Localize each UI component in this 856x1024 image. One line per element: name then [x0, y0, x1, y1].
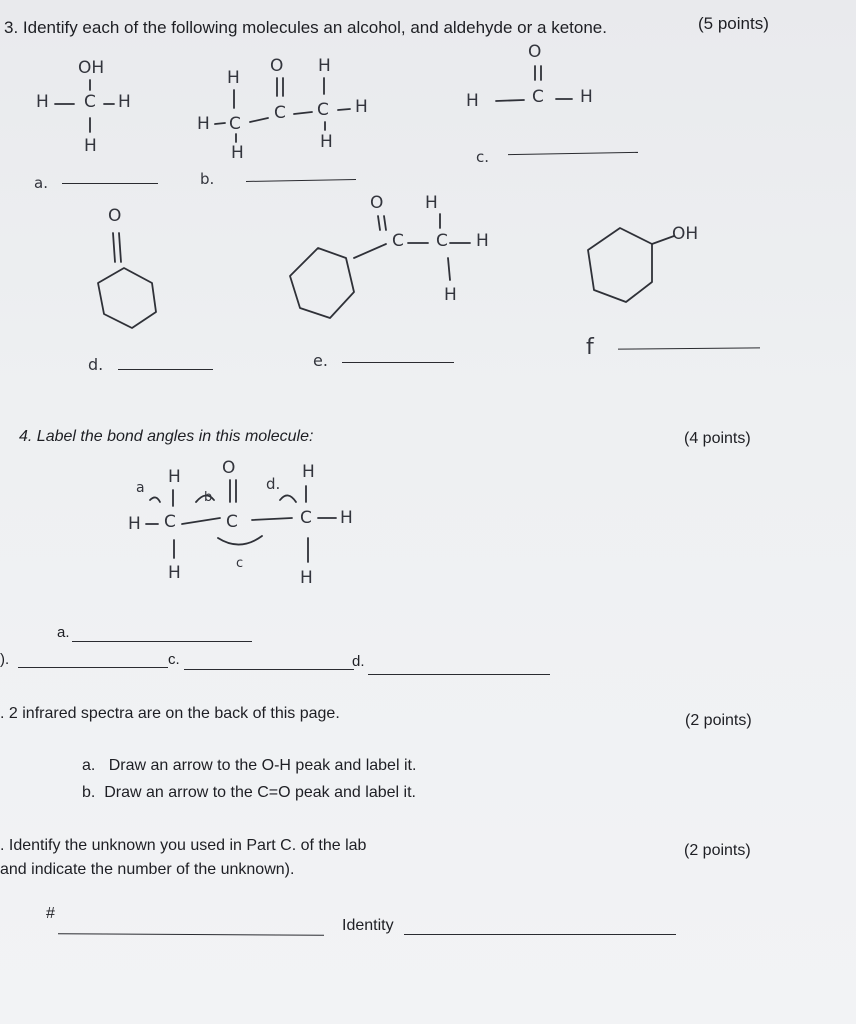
q4-bond-c2c3: [252, 518, 292, 520]
mol-e-ring: [290, 248, 354, 318]
angle-mark-d: d.: [266, 475, 281, 493]
question-3-points: (5 points): [698, 14, 769, 33]
question-6-points: (2 points): [684, 842, 751, 859]
mol-e-double1: [378, 216, 380, 230]
angle-answer-label-d: d.: [352, 653, 365, 670]
mol-b-h-bottom1: H: [231, 143, 244, 163]
q4-h-bottom3: H: [300, 568, 313, 588]
question-3-prompt: 3. Identify each of the following molecules an alcohol, and aldehyde or a ketone.: [4, 18, 607, 37]
mol-c-o: O: [528, 42, 542, 62]
item-b-letter: b.: [82, 784, 96, 801]
mol-b-h-left: H: [197, 114, 210, 134]
answer-label-e: e.: [313, 351, 328, 370]
angle-arc-b: [196, 495, 214, 502]
identity-label: Identity: [342, 917, 394, 934]
mol-a-c: C: [84, 92, 96, 112]
mol-d-double1: [113, 233, 115, 262]
mol-e-h-bottom: H: [444, 285, 457, 305]
angle-answer-label-b: ).: [0, 651, 10, 668]
q4-h-top1: H: [168, 467, 181, 487]
mol-f-ring: [588, 228, 652, 302]
mol-a-h-left: H: [36, 92, 49, 112]
answer-label-d: d.: [88, 355, 104, 374]
mol-b-bond-left: [215, 123, 225, 124]
angle-answer-label-a: a.: [57, 624, 70, 641]
q4-h-left: H: [128, 514, 141, 534]
mol-b-bond-c2c3: [294, 112, 312, 114]
mol-e-h-top: H: [425, 193, 438, 213]
mol-a-oh: OH: [78, 58, 105, 78]
mol-c-bond-left: [496, 100, 524, 101]
mol-e-bond-ring-c: [354, 244, 386, 258]
mol-b-c3: C: [317, 100, 329, 120]
mol-b-h-top3: H: [318, 56, 331, 76]
mol-e-o: O: [370, 193, 384, 213]
q4-c2: C: [226, 512, 238, 532]
angle-arc-d: [280, 495, 296, 502]
q4-h-right: H: [340, 508, 353, 528]
mol-a-h-bottom: H: [84, 136, 97, 156]
q4-h-top3: H: [302, 462, 315, 482]
question-5-prompt: . 2 infrared spectra are on the back of this page.: [0, 705, 340, 722]
mol-e-double2: [384, 216, 386, 230]
q4-c3: C: [300, 508, 312, 528]
q4-c1: C: [164, 512, 176, 532]
mol-c-h-right: H: [580, 87, 593, 107]
mol-e-bond-bottom: [448, 258, 450, 280]
mol-d-o: O: [108, 206, 122, 226]
question-6-line2: and indicate the number of the unknown).: [0, 861, 295, 878]
mol-b-bond-c1c2: [250, 118, 268, 122]
angle-mark-b: b: [204, 490, 213, 505]
q4-bond-c1c2: [182, 518, 220, 524]
answer-label-b: b.: [200, 170, 215, 188]
mol-c-h-left: H: [466, 91, 479, 111]
mol-c-c: C: [532, 87, 544, 107]
mol-e-c1: C: [392, 231, 404, 251]
answer-label-a: a.: [34, 174, 48, 192]
mol-b-c2: C: [274, 103, 286, 123]
angle-mark-c: c: [236, 556, 244, 571]
mol-d-ring: [98, 268, 156, 328]
mol-b-h-top1: H: [227, 68, 240, 88]
angle-mark-a: a: [136, 480, 145, 496]
mol-b-c1: C: [229, 114, 241, 134]
question-4-points: (4 points): [684, 430, 751, 447]
answer-label-f: f: [586, 335, 594, 360]
item-a-letter: a.: [82, 757, 96, 774]
question-5-points: (2 points): [685, 712, 752, 729]
mol-b-bond-right: [338, 109, 350, 110]
mol-b-o: O: [270, 56, 284, 76]
answer-label-c: c.: [476, 148, 490, 166]
mol-d-double2: [119, 233, 121, 262]
question-6-line1: . Identify the unknown you used in Part C. of the lab: [0, 837, 367, 854]
mol-f-bond-oh: [652, 236, 674, 244]
mol-b-h-bottom3: H: [320, 132, 333, 152]
angle-arc-a: [150, 497, 160, 502]
unknown-number-label: #: [46, 905, 55, 922]
mol-e-h-right: H: [476, 231, 489, 251]
angle-arc-c: [218, 536, 262, 545]
angle-answer-label-c: c.: [168, 651, 180, 668]
mol-a-h-right: H: [118, 92, 131, 112]
mol-e-c2: C: [436, 231, 448, 251]
question-4-prompt: 4. Label the bond angles in this molecule:: [19, 428, 314, 445]
mol-b-h-right: H: [355, 97, 368, 117]
item-b-text: Draw an arrow to the C=O peak and label it.: [104, 784, 416, 801]
mol-f-oh: OH: [672, 224, 699, 244]
item-a-text: Draw an arrow to the O-H peak and label it.: [108, 757, 417, 774]
q4-o: O: [222, 458, 236, 478]
q4-h-bottom1: H: [168, 563, 181, 583]
